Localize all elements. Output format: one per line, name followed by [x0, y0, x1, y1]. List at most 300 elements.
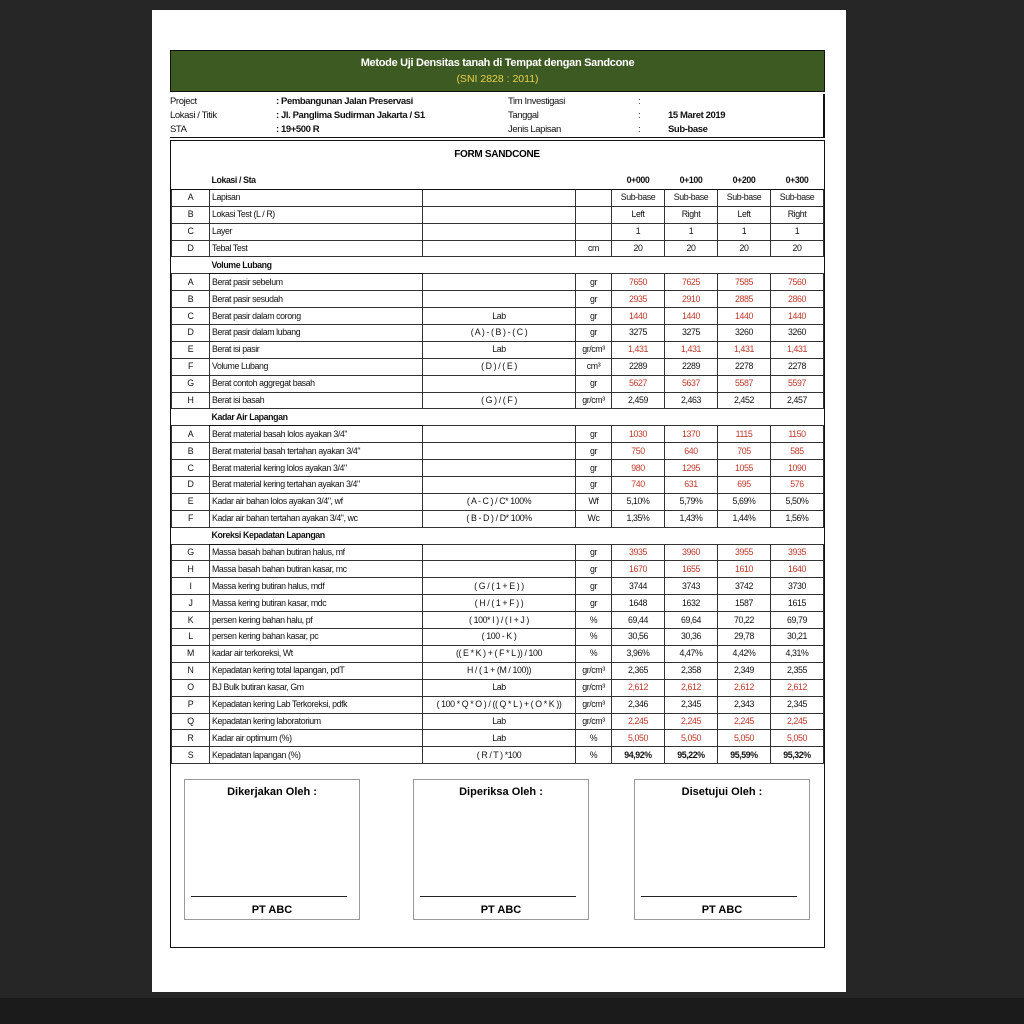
row-unit: [576, 189, 612, 206]
station-label: 0+100: [665, 173, 718, 189]
section-title: Kadar Air Lapangan: [210, 409, 423, 426]
row-description: Massa kering butiran kasar, mdc: [210, 595, 423, 612]
row-code: G: [172, 375, 210, 392]
table-row: [172, 341, 824, 358]
row-code: A: [172, 426, 210, 443]
row-description: Kadar air bahan lolos ayakan 3/4", wf: [210, 493, 423, 510]
tanggal-colon: :: [638, 110, 641, 121]
project-label: Project: [170, 96, 197, 107]
row-unit: gr: [576, 308, 612, 325]
section-empty: [612, 409, 665, 426]
document-page: [152, 10, 846, 992]
jenis-value: Sub-base: [668, 124, 708, 135]
row-code: F: [172, 510, 210, 527]
row-formula: [423, 426, 576, 443]
row-code: B: [172, 443, 210, 460]
value-cell: Left: [612, 206, 665, 223]
value-cell: 1370: [665, 426, 718, 443]
tanggal-value: 15 Maret 2019: [668, 110, 726, 121]
value-cell: 7625: [665, 274, 718, 291]
value-cell: 2,457: [771, 392, 824, 409]
section-empty: [172, 409, 210, 426]
table-row: [172, 730, 824, 747]
row-description: Berat material kering lolos ayakan 3/4": [210, 460, 423, 477]
row-unit: cm: [576, 240, 612, 257]
value-cell: 4,47%: [665, 645, 718, 662]
row-formula: ( R / T ) *100: [423, 747, 576, 764]
section-empty: [423, 257, 576, 274]
table-row: [172, 477, 824, 494]
station-label: 0+000: [612, 173, 665, 189]
section-title: Koreksi Kepadatan Lapangan: [210, 527, 423, 544]
row-code: G: [172, 544, 210, 561]
row-code: A: [172, 189, 210, 206]
value-cell: 1090: [771, 460, 824, 477]
row-code: K: [172, 612, 210, 629]
table-row: [172, 460, 824, 477]
value-cell: 2,612: [771, 679, 824, 696]
value-cell: 2289: [665, 358, 718, 375]
row-formula: (( E * K ) + ( F * L )) / 100: [423, 645, 576, 662]
value-cell: 1,431: [718, 341, 771, 358]
value-cell: Right: [665, 206, 718, 223]
value-cell: 2278: [718, 358, 771, 375]
value-cell: 1655: [665, 561, 718, 578]
value-cell: 1,43%: [665, 510, 718, 527]
table-row: [172, 578, 824, 595]
row-formula: Lab: [423, 713, 576, 730]
value-cell: 2278: [771, 358, 824, 375]
signature-box-disetujui: [634, 779, 810, 920]
value-cell: 3935: [612, 544, 665, 561]
value-cell: 30,56: [612, 629, 665, 646]
row-unit: gr: [576, 595, 612, 612]
value-cell: 3730: [771, 578, 824, 595]
row-unit: gr: [576, 426, 612, 443]
section-header-row: [172, 257, 824, 274]
section-empty: [612, 527, 665, 544]
sta-label: STA: [170, 124, 187, 135]
table-row: [172, 561, 824, 578]
value-cell: 2,349: [718, 662, 771, 679]
row-code: H: [172, 561, 210, 578]
value-cell: 94,92%: [612, 747, 665, 764]
row-description: Berat pasir dalam corong: [210, 308, 423, 325]
value-cell: 20: [612, 240, 665, 257]
row-code: F: [172, 358, 210, 375]
value-cell: 695: [718, 477, 771, 494]
header-empty: [172, 173, 210, 189]
row-code: E: [172, 341, 210, 358]
value-cell: 2,345: [771, 696, 824, 713]
row-code: H: [172, 392, 210, 409]
section-empty: [423, 409, 576, 426]
row-unit: Wc: [576, 510, 612, 527]
row-formula: ( 100* I ) / ( I + J ): [423, 612, 576, 629]
value-cell: Sub-base: [612, 189, 665, 206]
row-description: Layer: [210, 223, 423, 240]
value-cell: 1440: [665, 308, 718, 325]
row-code: N: [172, 662, 210, 679]
value-cell: 3960: [665, 544, 718, 561]
row-unit: %: [576, 747, 612, 764]
row-formula: [423, 189, 576, 206]
value-cell: 2,245: [718, 713, 771, 730]
value-cell: 3260: [771, 325, 824, 342]
row-description: Berat contoh aggregat basah: [210, 375, 423, 392]
table-row: [172, 696, 824, 713]
row-description: Lokasi Test (L / R): [210, 206, 423, 223]
row-code: D: [172, 240, 210, 257]
value-cell: 2935: [612, 291, 665, 308]
value-cell: 2,459: [612, 392, 665, 409]
row-unit: %: [576, 612, 612, 629]
value-cell: Sub-base: [771, 189, 824, 206]
tim-colon: :: [638, 96, 641, 107]
table-row: [172, 325, 824, 342]
value-cell: 2,245: [612, 713, 665, 730]
value-cell: 5627: [612, 375, 665, 392]
value-cell: 1: [665, 223, 718, 240]
section-title: Volume Lubang: [210, 257, 423, 274]
row-description: Berat material basah lolos ayakan 3/4": [210, 426, 423, 443]
value-cell: 5,050: [718, 730, 771, 747]
table-row: [172, 747, 824, 764]
row-unit: gr: [576, 544, 612, 561]
value-cell: 1,35%: [612, 510, 665, 527]
form-frame: [170, 50, 825, 948]
signature-company: PT ABC: [480, 904, 522, 916]
value-cell: 1055: [718, 460, 771, 477]
value-cell: 576: [771, 477, 824, 494]
table-row: [172, 274, 824, 291]
row-description: Massa basah bahan butiran kasar, mc: [210, 561, 423, 578]
value-cell: 631: [665, 477, 718, 494]
section-empty: [576, 409, 612, 426]
form-header-standard: (SNI 2828 : 2011): [456, 73, 539, 85]
table-row: [172, 392, 824, 409]
row-description: Kepadatan lapangan (%): [210, 747, 423, 764]
station-label: 0+300: [771, 173, 824, 189]
value-cell: 5,050: [612, 730, 665, 747]
value-cell: 980: [612, 460, 665, 477]
table-row: [172, 629, 824, 646]
table-row: [172, 544, 824, 561]
row-description: Kepadatan kering total lapangan, pdT: [210, 662, 423, 679]
table-row: [172, 713, 824, 730]
value-cell: 1,44%: [718, 510, 771, 527]
row-formula: H / ( 1 + (M / 100)): [423, 662, 576, 679]
value-cell: 69,44: [612, 612, 665, 629]
row-description: Lapisan: [210, 189, 423, 206]
value-cell: 750: [612, 443, 665, 460]
value-cell: 2885: [718, 291, 771, 308]
value-cell: 70,22: [718, 612, 771, 629]
signature-box-diperiksa: [413, 779, 589, 920]
value-cell: 3935: [771, 544, 824, 561]
row-formula: ( A ) - ( B ) - ( C ): [423, 325, 576, 342]
row-formula: Lab: [423, 341, 576, 358]
signature-company: PT ABC: [701, 904, 743, 916]
header-empty: [423, 173, 576, 189]
station-header-label: Lokasi / Sta: [210, 173, 423, 189]
value-cell: 95,59%: [718, 747, 771, 764]
value-cell: 29,78: [718, 629, 771, 646]
section-empty: [612, 257, 665, 274]
form-body: [170, 140, 825, 948]
row-formula: Lab: [423, 308, 576, 325]
value-cell: 2,355: [771, 662, 824, 679]
row-description: Berat material kering tertahan ayakan 3/4": [210, 477, 423, 494]
value-cell: 7560: [771, 274, 824, 291]
row-code: B: [172, 206, 210, 223]
value-cell: 20: [665, 240, 718, 257]
value-cell: 3742: [718, 578, 771, 595]
value-cell: 30,36: [665, 629, 718, 646]
row-description: Massa kering butiran halus, mdf: [210, 578, 423, 595]
value-cell: 5,050: [771, 730, 824, 747]
row-formula: [423, 240, 576, 257]
row-code: C: [172, 308, 210, 325]
row-unit: [576, 206, 612, 223]
table-row: [172, 679, 824, 696]
value-cell: 1632: [665, 595, 718, 612]
value-cell: 2910: [665, 291, 718, 308]
jenis-colon: :: [638, 124, 641, 135]
row-formula: [423, 443, 576, 460]
project-value: : Pembangunan Jalan Preservasi: [276, 96, 413, 107]
row-unit: gr/cm³: [576, 713, 612, 730]
section-header-row: [172, 409, 824, 426]
value-cell: 1648: [612, 595, 665, 612]
value-cell: 3275: [612, 325, 665, 342]
value-cell: 1,431: [665, 341, 718, 358]
row-formula: ( H / ( 1 + F ) ): [423, 595, 576, 612]
section-empty: [718, 409, 771, 426]
sandcone-table: [171, 173, 824, 764]
row-formula: [423, 460, 576, 477]
section-empty: [423, 527, 576, 544]
signature-title: Dikerjakan Oleh :: [227, 786, 317, 798]
value-cell: 2,358: [665, 662, 718, 679]
table-row: [172, 223, 824, 240]
row-formula: Lab: [423, 730, 576, 747]
value-cell: 2,345: [665, 696, 718, 713]
row-formula: Lab: [423, 679, 576, 696]
row-description: Kepadatan kering laboratorium: [210, 713, 423, 730]
row-unit: gr: [576, 443, 612, 460]
row-description: Berat material basah tertahan ayakan 3/4": [210, 443, 423, 460]
row-unit: %: [576, 645, 612, 662]
value-cell: 69,79: [771, 612, 824, 629]
row-unit: %: [576, 629, 612, 646]
row-unit: gr: [576, 561, 612, 578]
table-row: [172, 595, 824, 612]
row-description: Kepadatan kering Lab Terkoreksi, pdfk: [210, 696, 423, 713]
value-cell: 7650: [612, 274, 665, 291]
row-formula: ( A - C ) / C* 100%: [423, 493, 576, 510]
row-unit: gr/cm³: [576, 679, 612, 696]
meta-row-lokasi: [170, 109, 825, 123]
value-cell: 69,64: [665, 612, 718, 629]
value-cell: 640: [665, 443, 718, 460]
signature-title: Diperiksa Oleh :: [459, 786, 543, 798]
value-cell: 1587: [718, 595, 771, 612]
row-unit: gr/cm³: [576, 341, 612, 358]
signature-box-dikerjakan: [184, 779, 360, 920]
value-cell: 2,365: [612, 662, 665, 679]
section-empty: [576, 257, 612, 274]
table-row: [172, 662, 824, 679]
station-header-row: [172, 173, 824, 189]
value-cell: 3275: [665, 325, 718, 342]
meta-row-project: [170, 95, 825, 109]
value-cell: 1: [718, 223, 771, 240]
table-row: [172, 493, 824, 510]
section-empty: [172, 527, 210, 544]
signature-line: [420, 896, 576, 897]
section-header-row: [172, 527, 824, 544]
row-code: A: [172, 274, 210, 291]
value-cell: 1670: [612, 561, 665, 578]
value-cell: 1150: [771, 426, 824, 443]
row-formula: [423, 561, 576, 578]
form-title: FORM SANDCONE: [454, 149, 540, 160]
value-cell: 2,463: [665, 392, 718, 409]
section-empty: [718, 527, 771, 544]
table-row: [172, 206, 824, 223]
row-description: Kadar air optimum (%): [210, 730, 423, 747]
row-formula: ( B - D ) / D* 100%: [423, 510, 576, 527]
value-cell: 3743: [665, 578, 718, 595]
row-code: D: [172, 325, 210, 342]
value-cell: 3260: [718, 325, 771, 342]
value-cell: 5597: [771, 375, 824, 392]
row-unit: cm³: [576, 358, 612, 375]
sandcone-table-wrap: [171, 173, 823, 764]
value-cell: 3,96%: [612, 645, 665, 662]
table-row: [172, 375, 824, 392]
row-unit: gr: [576, 460, 612, 477]
table-row: [172, 240, 824, 257]
row-code: L: [172, 629, 210, 646]
value-cell: 1440: [612, 308, 665, 325]
row-description: Berat pasir sesudah: [210, 291, 423, 308]
value-cell: 30,21: [771, 629, 824, 646]
meta-row-sta: [170, 123, 825, 138]
row-unit: gr: [576, 477, 612, 494]
table-row: [172, 612, 824, 629]
row-description: Berat pasir dalam lubang: [210, 325, 423, 342]
row-unit: gr: [576, 578, 612, 595]
row-code: P: [172, 696, 210, 713]
row-unit: gr/cm³: [576, 392, 612, 409]
row-code: M: [172, 645, 210, 662]
value-cell: 1295: [665, 460, 718, 477]
lokasi-label: Lokasi / Titik: [170, 110, 217, 121]
value-cell: 20: [771, 240, 824, 257]
value-cell: 5,69%: [718, 493, 771, 510]
value-cell: 5587: [718, 375, 771, 392]
row-code: Q: [172, 713, 210, 730]
row-formula: ( 100 * Q * O ) / (( Q * L ) + ( O * K )): [423, 696, 576, 713]
row-unit: gr: [576, 291, 612, 308]
table-row: [172, 645, 824, 662]
row-description: persen kering bahan kasar, pc: [210, 629, 423, 646]
value-cell: 740: [612, 477, 665, 494]
row-code: E: [172, 493, 210, 510]
table-row: [172, 189, 824, 206]
tim-label: Tim Investigasi: [508, 96, 565, 107]
row-formula: ( D ) / ( E ): [423, 358, 576, 375]
value-cell: 7585: [718, 274, 771, 291]
value-cell: 2289: [612, 358, 665, 375]
value-cell: 4,42%: [718, 645, 771, 662]
value-cell: 1440: [718, 308, 771, 325]
value-cell: 5,050: [665, 730, 718, 747]
row-description: Tebal Test: [210, 240, 423, 257]
row-unit: gr: [576, 274, 612, 291]
row-description: BJ Bulk butiran kasar, Gm: [210, 679, 423, 696]
row-code: C: [172, 460, 210, 477]
table-body: [172, 173, 824, 764]
jenis-label: Jenis Lapisan: [508, 124, 561, 135]
row-description: Berat isi basah: [210, 392, 423, 409]
value-cell: 1,431: [612, 341, 665, 358]
row-formula: ( G / ( 1 + E ) ): [423, 578, 576, 595]
value-cell: 2,245: [665, 713, 718, 730]
row-code: I: [172, 578, 210, 595]
value-cell: 1440: [771, 308, 824, 325]
row-unit: gr: [576, 325, 612, 342]
value-cell: Sub-base: [718, 189, 771, 206]
value-cell: 3955: [718, 544, 771, 561]
section-empty: [771, 409, 824, 426]
value-cell: 1: [771, 223, 824, 240]
section-empty: [771, 527, 824, 544]
value-cell: 95,32%: [771, 747, 824, 764]
value-cell: 1610: [718, 561, 771, 578]
value-cell: 1,431: [771, 341, 824, 358]
form-header-title: Metode Uji Densitas tanah di Tempat dengan Sandcone: [360, 57, 635, 69]
value-cell: 3744: [612, 578, 665, 595]
value-cell: 1: [612, 223, 665, 240]
value-cell: 2,452: [718, 392, 771, 409]
project-info: [170, 94, 825, 138]
row-formula: ( G ) / ( F ): [423, 392, 576, 409]
value-cell: 5,50%: [771, 493, 824, 510]
value-cell: Right: [771, 206, 824, 223]
row-description: Massa basah bahan butiran halus, mf: [210, 544, 423, 561]
row-code: O: [172, 679, 210, 696]
value-cell: 1640: [771, 561, 824, 578]
value-cell: 2860: [771, 291, 824, 308]
value-cell: 2,612: [665, 679, 718, 696]
form-header: [170, 50, 825, 92]
row-code: S: [172, 747, 210, 764]
section-empty: [172, 257, 210, 274]
row-formula: [423, 206, 576, 223]
value-cell: 585: [771, 443, 824, 460]
value-cell: 2,343: [718, 696, 771, 713]
section-empty: [665, 527, 718, 544]
section-empty: [718, 257, 771, 274]
value-cell: 1030: [612, 426, 665, 443]
value-cell: 2,612: [612, 679, 665, 696]
row-unit: %: [576, 730, 612, 747]
section-empty: [665, 257, 718, 274]
value-cell: 705: [718, 443, 771, 460]
